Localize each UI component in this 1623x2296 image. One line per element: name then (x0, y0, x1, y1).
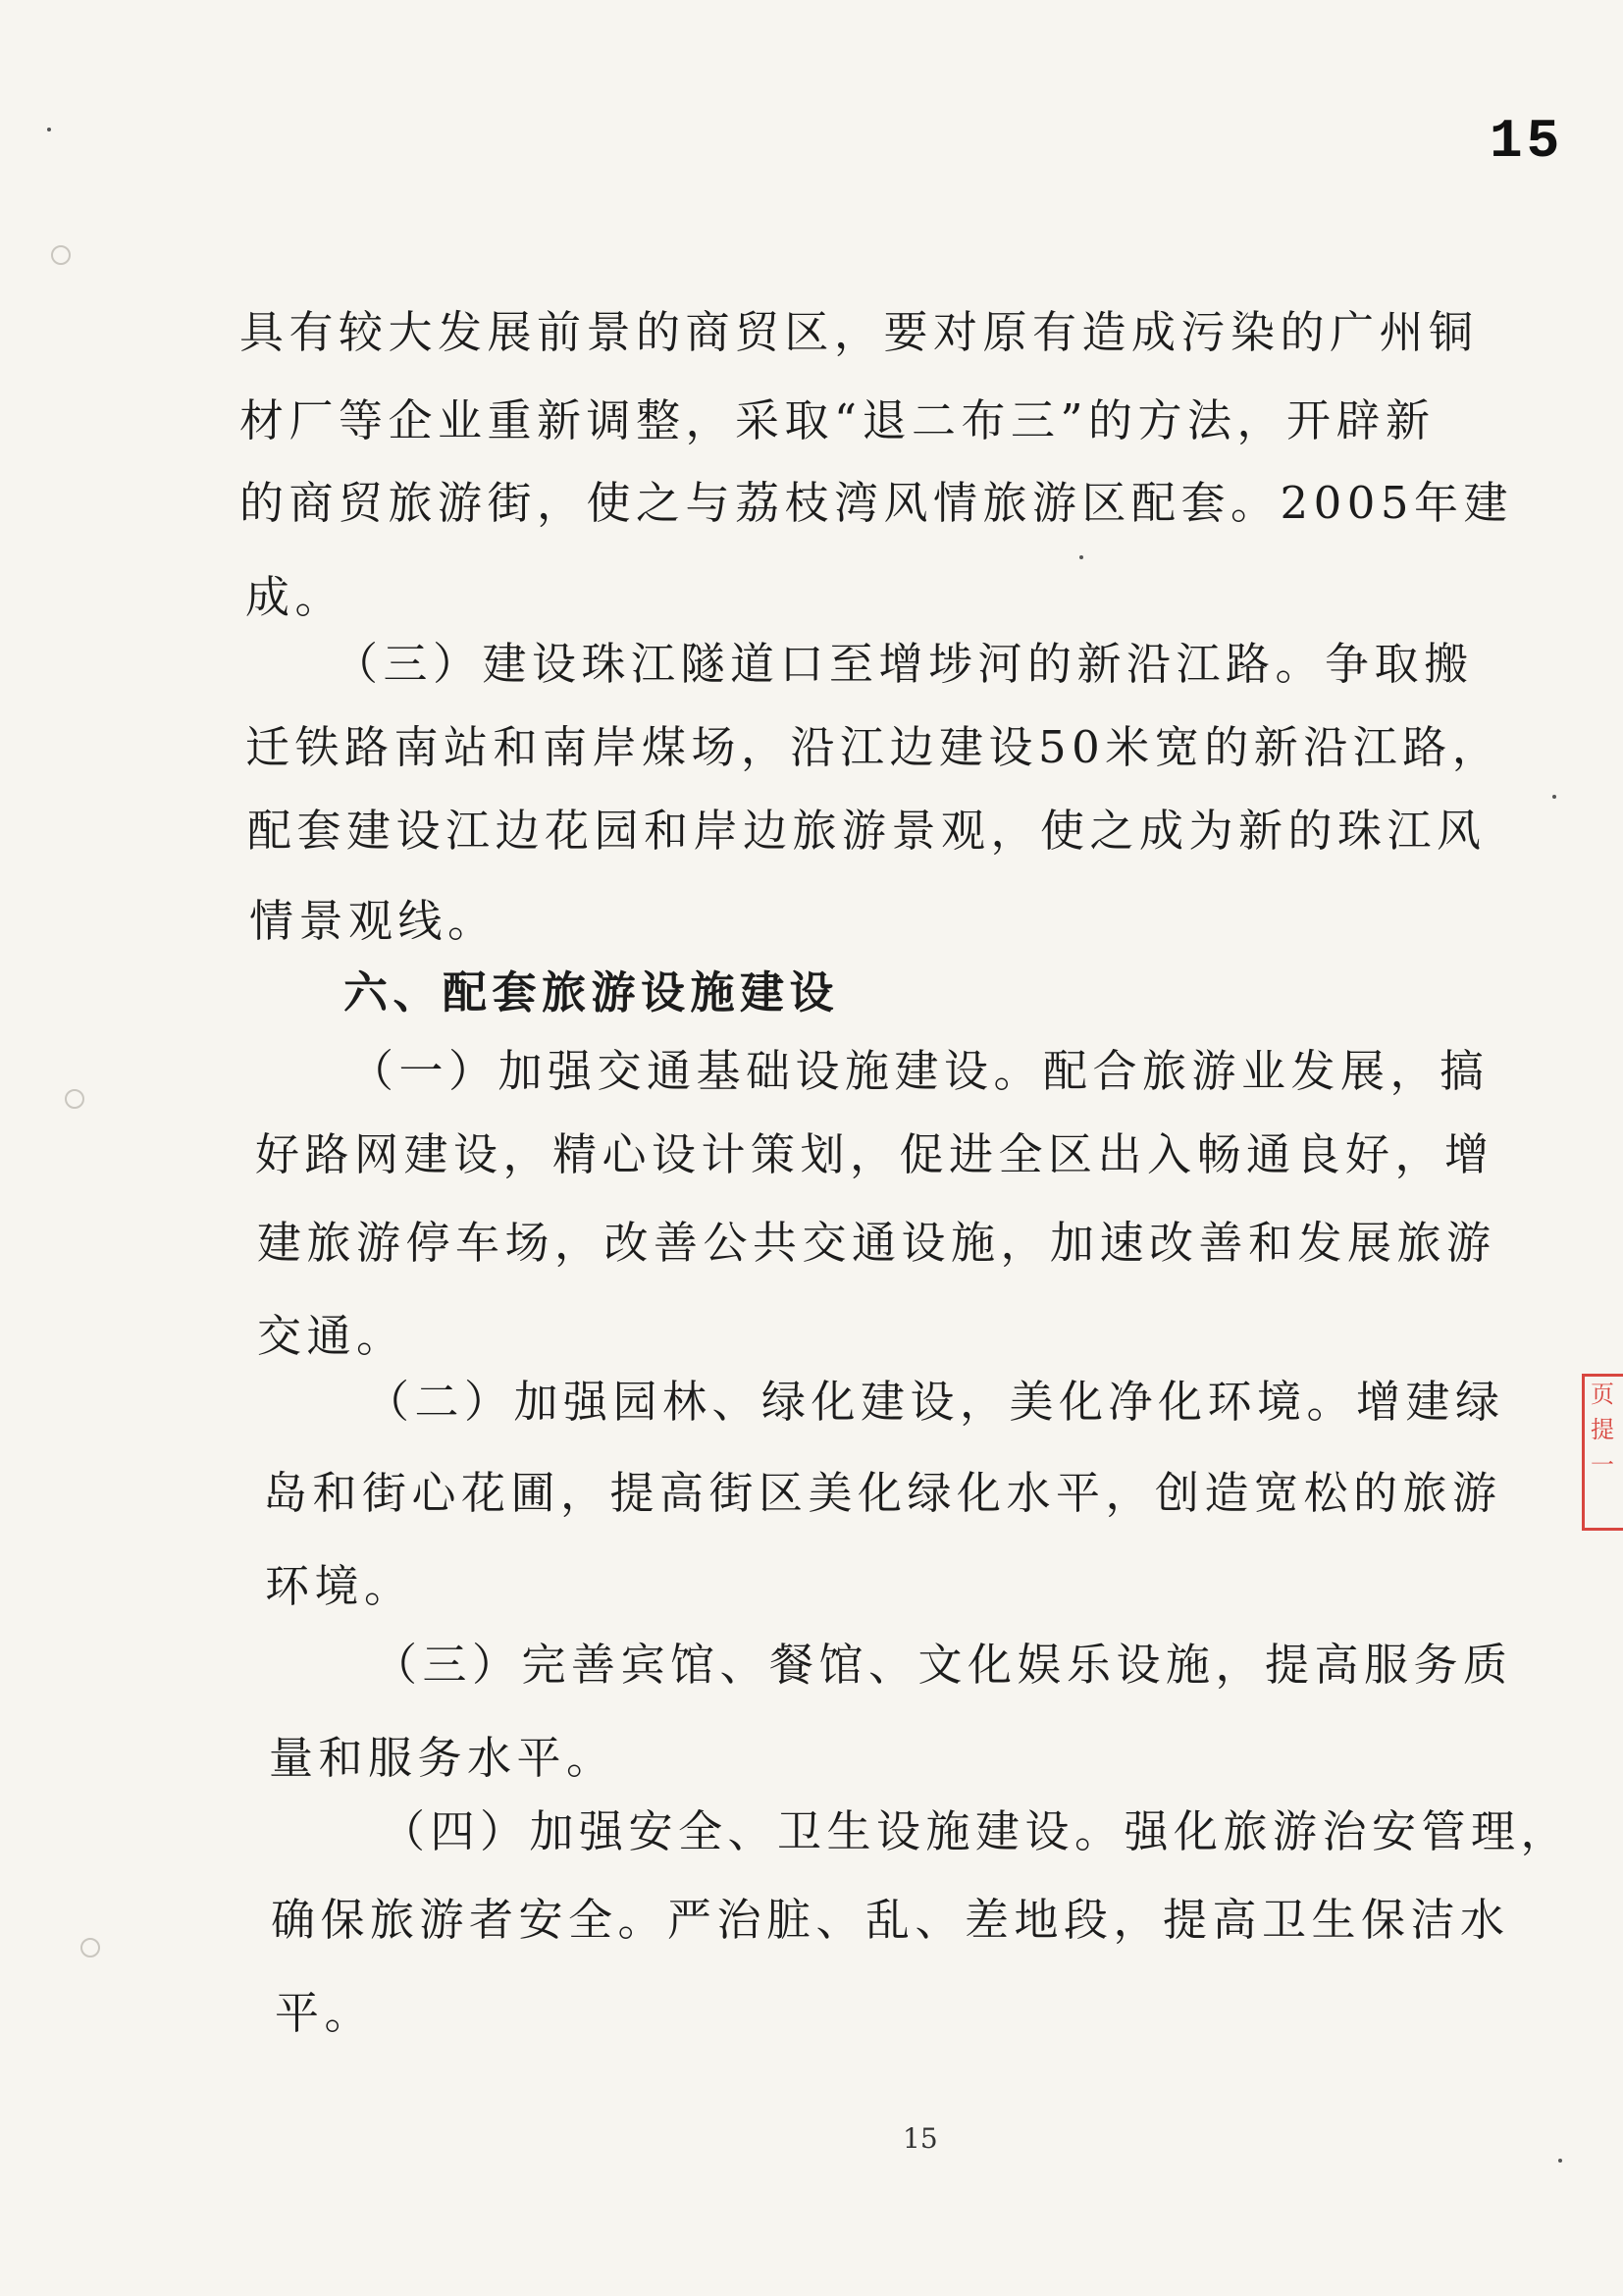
text-line: 平。 (275, 1987, 375, 2039)
red-stamp-fragment: 页提一 (1582, 1374, 1623, 1531)
text-line: （三）完善宾馆、餐馆、文化娱乐设施，提高服务质 (373, 1639, 1513, 1691)
text-line: （一）加强交通基础设施建设。配合旅游业发展，搞 (349, 1045, 1490, 1097)
binding-hole (80, 1938, 100, 1957)
section-heading: 六、配套旅游设施建设 (343, 966, 840, 1018)
text-line: 建旅游停车场，改善公共交通设施，加速改善和发展旅游 (257, 1217, 1496, 1269)
text-line: 具有较大发展前景的商贸区，要对原有造成污染的广州铜 (239, 306, 1479, 358)
binding-hole (65, 1089, 84, 1109)
text-line: 情景观线。 (249, 895, 497, 947)
text-line: 确保旅游者安全。严治脏、乱、差地段，提高卫生保洁水 (271, 1894, 1510, 1946)
scan-speck (1552, 795, 1556, 799)
binding-hole (51, 245, 71, 265)
text-line: （四）加强安全、卫生设施建设。强化旅游治安管理， (381, 1805, 1571, 1857)
text-line: 迁铁路南站和南岸煤场，沿江边建设50米宽的新沿江路， (245, 721, 1502, 773)
text-line: 材厂等企业重新调整，采取“退二布三”的方法，开辟新 (239, 394, 1436, 446)
text-line: （二）加强园林、绿化建设，美化净化环境。增建绿 (365, 1376, 1505, 1428)
text-line: 配套建设江边花园和岸边旅游景观，使之成为新的珠江风 (247, 805, 1487, 857)
text-line: 量和服务水平。 (269, 1732, 616, 1784)
page-number-bottom: 15 (903, 2122, 938, 2155)
page-number-top: 15 (1490, 110, 1564, 173)
text-line: 成。 (245, 571, 345, 623)
text-line: 环境。 (265, 1560, 414, 1612)
text-line: 好路网建设，精心设计策划，促进全区出入畅通良好，增 (255, 1128, 1494, 1180)
scan-speck (1558, 2159, 1562, 2163)
text-line: 交通。 (257, 1310, 406, 1362)
scan-speck (1079, 555, 1083, 559)
text-line: 的商贸旅游街，使之与荔枝湾风情旅游区配套。2005年建 (239, 477, 1514, 529)
scan-speck (47, 128, 51, 131)
text-line: （三）建设珠江隧道口至增埗河的新沿江路。争取搬 (334, 638, 1474, 690)
text-line: 岛和街心花圃，提高街区美化绿化水平，创造宽松的旅游 (263, 1467, 1502, 1519)
